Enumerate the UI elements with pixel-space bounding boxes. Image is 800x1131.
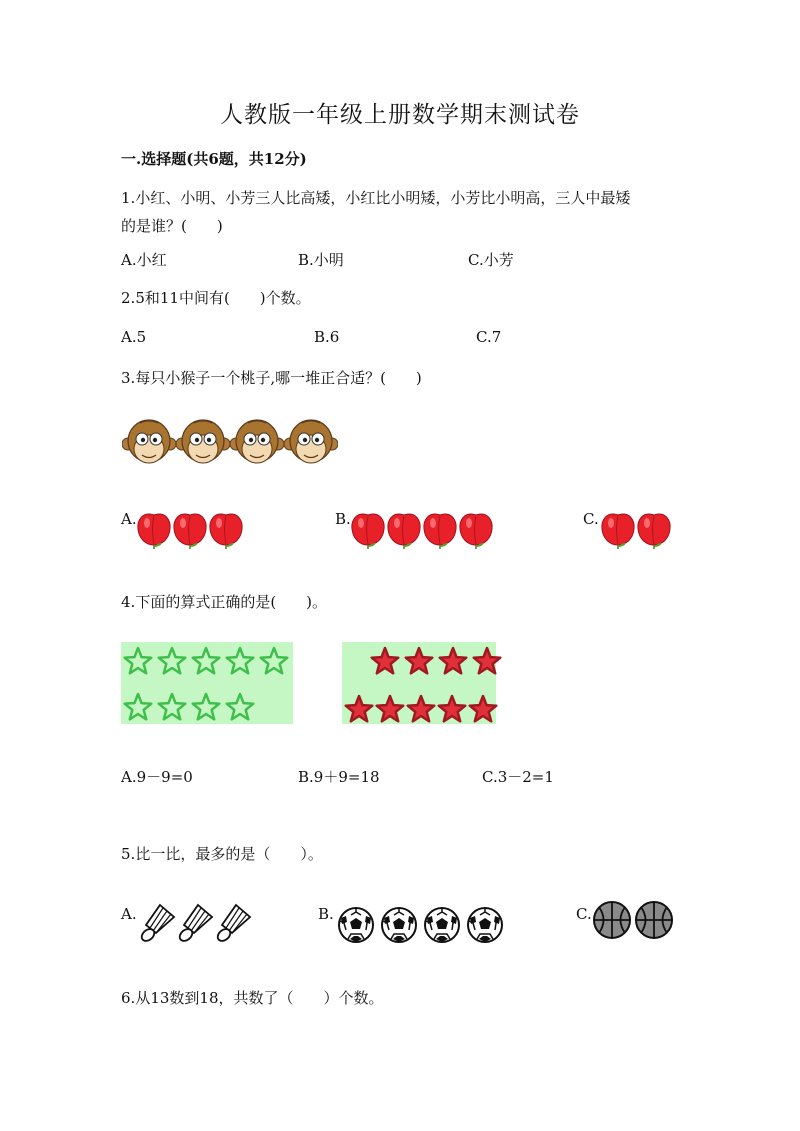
option-a[interactable]: A.9－9=0 xyxy=(121,768,193,786)
question-number: 5. xyxy=(121,845,136,863)
green-star-row xyxy=(121,692,257,722)
soccer-ball-icon xyxy=(466,906,504,944)
basketball-icon xyxy=(634,900,674,940)
red-star-icon xyxy=(436,646,470,676)
soccer-ball-icon xyxy=(380,906,418,944)
green-star-icon xyxy=(121,692,155,722)
red-star-icon xyxy=(373,694,407,724)
shuttlecock-icon xyxy=(176,903,214,943)
green-star-icon xyxy=(189,646,223,676)
question-3 xyxy=(121,364,681,392)
question-text: 比一比，最多的是（ ）。 xyxy=(135,845,323,863)
question-number: 1. xyxy=(121,189,136,207)
red-star-icon xyxy=(404,694,438,724)
section-heading: 一.选择题(共6题，共12分) xyxy=(121,150,307,168)
question-number: 4. xyxy=(121,593,136,611)
red-star-icon xyxy=(470,646,504,676)
monkey-icon xyxy=(122,417,176,467)
peach-pile-b[interactable] xyxy=(350,507,494,549)
question-number: 3. xyxy=(121,369,136,387)
option-c-label[interactable]: C. xyxy=(583,510,599,528)
peach-pile-a[interactable] xyxy=(136,507,244,549)
monkey-icon xyxy=(176,417,230,467)
peach-icon xyxy=(386,507,422,549)
option-c-label[interactable]: C. xyxy=(576,905,592,923)
question-5 xyxy=(121,840,681,868)
monkey-icon xyxy=(230,417,284,467)
green-star-icon xyxy=(155,692,189,722)
option-a[interactable]: A.5 xyxy=(121,328,147,346)
basketball-icon xyxy=(592,900,632,940)
red-star-icon xyxy=(435,694,469,724)
question-text: 5和11中间有( )个数。 xyxy=(135,289,311,307)
red-star-row xyxy=(342,694,497,724)
red-star-icon xyxy=(402,646,436,676)
soccer-ball-icon xyxy=(423,906,461,944)
option-a-label[interactable]: A. xyxy=(121,510,137,528)
green-star-icon xyxy=(223,692,257,722)
question-6 xyxy=(121,984,681,1012)
question-text: 每只小猴子一个桃子,哪一堆正合适？( ) xyxy=(135,369,422,387)
shuttlecock-icon xyxy=(138,903,176,943)
question-text: 小红、小明、小芳三人比高矮，小红比小明矮，小芳比小明高，三人中最矮 xyxy=(135,189,631,207)
peach-icon xyxy=(208,507,244,549)
peach-pile-c[interactable] xyxy=(600,507,672,549)
red-star-box xyxy=(342,642,496,724)
green-star-row xyxy=(121,646,291,676)
shuttlecock-icon xyxy=(214,903,252,943)
monkey-row xyxy=(122,417,338,467)
question-number: 2. xyxy=(121,289,136,307)
option-b[interactable]: B.6 xyxy=(314,328,340,346)
green-star-box xyxy=(121,642,293,724)
monkey-icon xyxy=(284,417,338,467)
red-star-icon xyxy=(342,694,376,724)
question-text-continued: 的是谁？( ) xyxy=(121,217,223,235)
option-a-label[interactable]: A. xyxy=(121,905,137,923)
question-4 xyxy=(121,588,681,616)
green-star-icon xyxy=(121,646,155,676)
peach-icon xyxy=(600,507,636,549)
soccer-ball-icon xyxy=(337,906,375,944)
green-star-icon xyxy=(155,646,189,676)
option-b[interactable]: B.小明 xyxy=(298,251,344,269)
question-text: 下面的算式正确的是( )。 xyxy=(135,593,328,611)
red-star-row xyxy=(368,646,504,676)
page-title: 人教版一年级上册数学期末测试卷 xyxy=(220,102,580,128)
peach-icon xyxy=(172,507,208,549)
question-number: 6. xyxy=(121,989,136,1007)
question-2 xyxy=(121,284,681,312)
soccer-ball-group[interactable] xyxy=(337,906,509,944)
basketball-group[interactable] xyxy=(592,900,676,940)
red-star-icon xyxy=(368,646,402,676)
option-b-label[interactable]: B. xyxy=(335,510,351,528)
peach-icon xyxy=(350,507,386,549)
option-b-label[interactable]: B. xyxy=(318,905,334,923)
green-star-icon xyxy=(257,646,291,676)
peach-icon xyxy=(636,507,672,549)
option-a[interactable]: A.小红 xyxy=(121,251,167,269)
option-c[interactable]: C.7 xyxy=(476,328,502,346)
option-c[interactable]: C.3－2=1 xyxy=(482,768,554,786)
question-1 xyxy=(121,184,681,240)
option-b[interactable]: B.9＋9=18 xyxy=(298,768,380,786)
option-c[interactable]: C.小芳 xyxy=(468,251,514,269)
green-star-icon xyxy=(223,646,257,676)
question-text: 从13数到18，共数了（ ）个数。 xyxy=(135,989,384,1007)
peach-icon xyxy=(458,507,494,549)
green-star-icon xyxy=(189,692,223,722)
red-star-icon xyxy=(466,694,500,724)
peach-icon xyxy=(136,507,172,549)
peach-icon xyxy=(422,507,458,549)
shuttlecock-group[interactable] xyxy=(138,903,252,943)
